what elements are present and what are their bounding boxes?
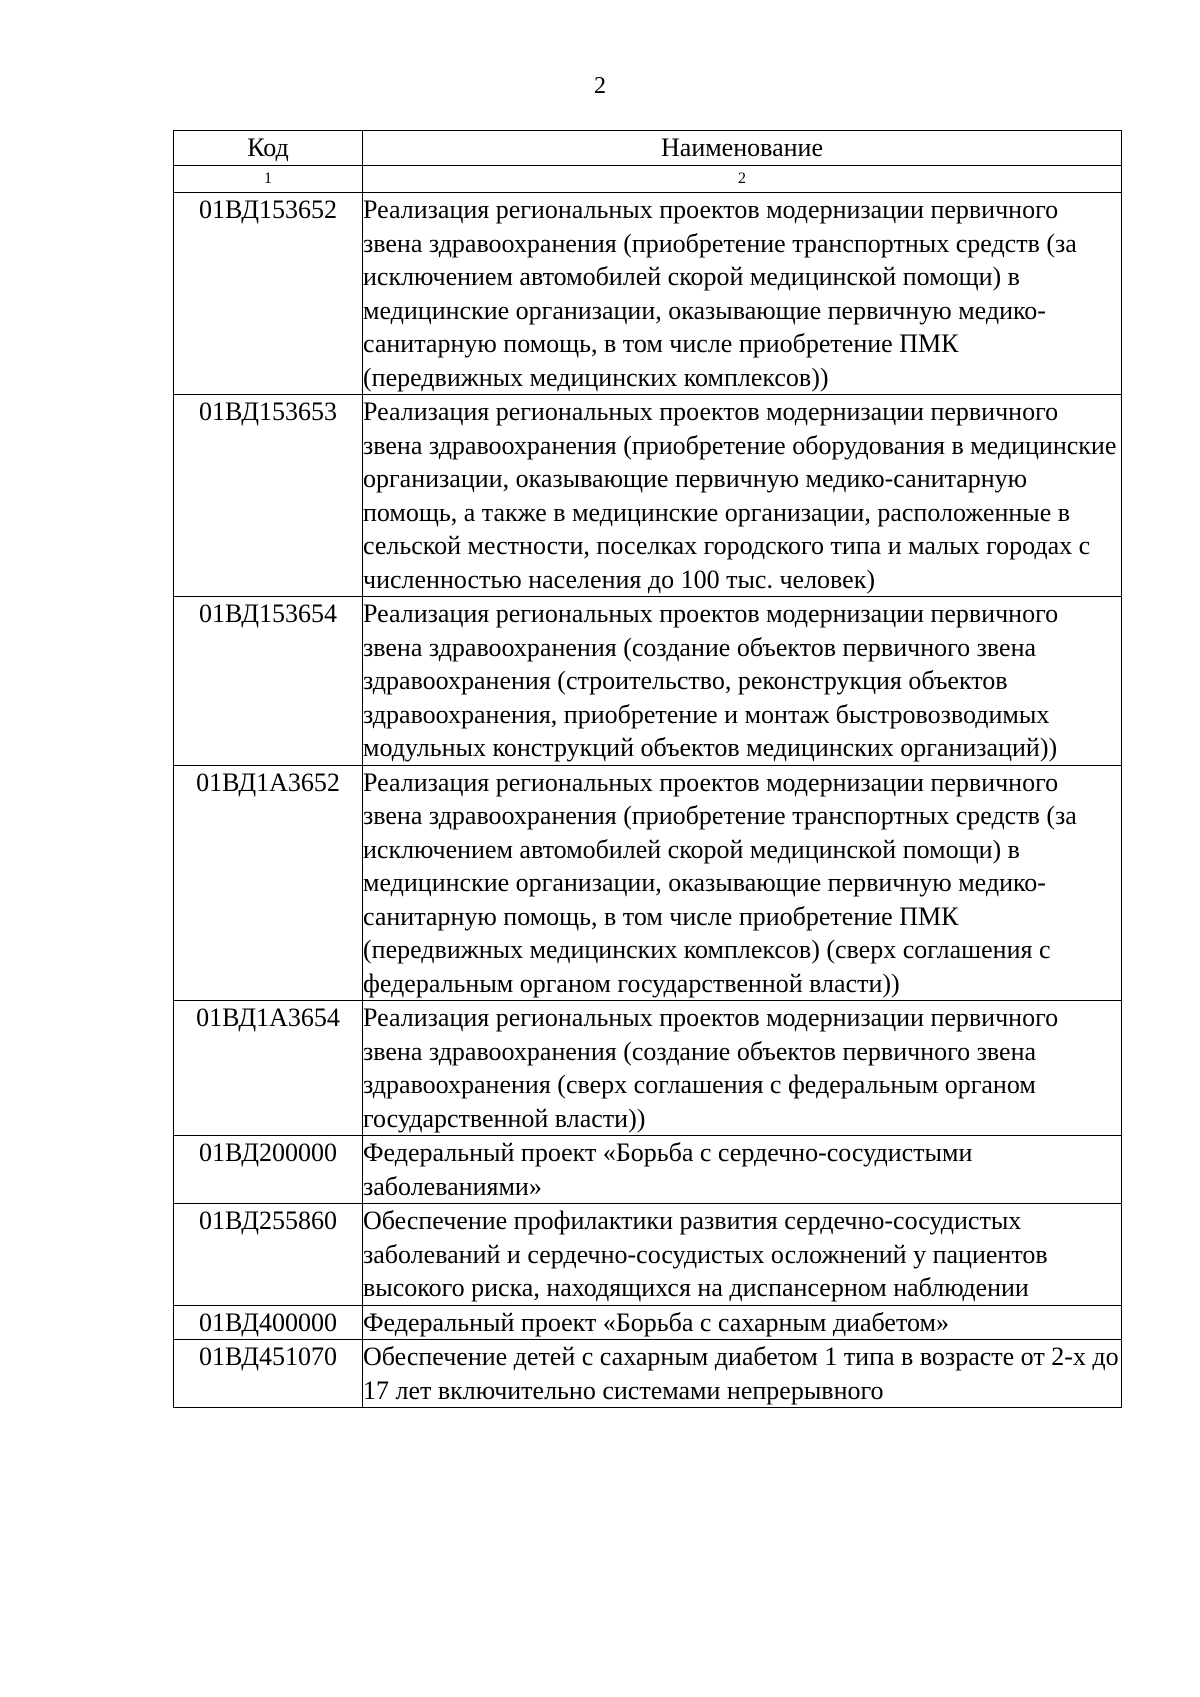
table-row xyxy=(174,193,1122,395)
header-code: Код xyxy=(174,131,363,166)
table-row xyxy=(174,1204,1122,1306)
table-header-row xyxy=(174,131,1122,166)
table-row xyxy=(174,765,1122,1001)
page-number: 2 xyxy=(594,73,606,99)
column-number-name: 2 xyxy=(363,166,1122,193)
row-name: Обеспечение профилактики развития сердечно-сосудистых заболеваний и сердечно-сосудистых осложнений у пациентов высокого риска, находящихся на диспансерном наблюдении xyxy=(363,1204,1122,1306)
column-number-row xyxy=(174,166,1122,193)
row-code: 01ВД153653 xyxy=(174,395,363,597)
column-number-code: 1 xyxy=(174,166,363,193)
row-name: Федеральный проект «Борьба с сердечно-сосудистыми заболеваниями» xyxy=(363,1136,1122,1204)
table-row xyxy=(174,395,1122,597)
header-name: Наименование xyxy=(363,131,1122,166)
row-code: 01ВД400000 xyxy=(174,1305,363,1340)
row-code: 01ВД200000 xyxy=(174,1136,363,1204)
table-row xyxy=(174,1340,1122,1408)
table-row xyxy=(174,597,1122,766)
row-name: Реализация региональных проектов модернизации первичного звена здравоохранения (создание объектов первичного звена здравоохранения (сверх соглашения с федеральным органом государственной власти)) xyxy=(363,1001,1122,1136)
row-name: Реализация региональных проектов модернизации первичного звена здравоохранения (приобретение транспортных средств (за исключением автомобилей скорой медицинской помощи) в медицинские организации, оказывающие первичную медико-санитарную помощь, в том числе приобретение ПМК (передвижных медицинских комплексов)) xyxy=(363,193,1122,395)
row-name: Реализация региональных проектов модернизации первичного звена здравоохранения (приобретение оборудования в медицинские организации, оказывающие первичную медико-санитарную помощь, а также в медицинские организации, расположенные в сельской местности, поселках городского типа и малых городах с численностью населения до 100 тыс. человек) xyxy=(363,395,1122,597)
table-row xyxy=(174,1305,1122,1340)
row-name: Федеральный проект «Борьба с сахарным диабетом» xyxy=(363,1305,1122,1340)
row-code: 01ВД451070 xyxy=(174,1340,363,1408)
row-name: Реализация региональных проектов модернизации первичного звена здравоохранения (приобретение транспортных средств (за исключением автомобилей скорой медицинской помощи) в медицинские организации, оказывающие первичную медико-санитарную помощь, в том числе приобретение ПМК (передвижных медицинских комплексов) (сверх соглашения с федеральным органом государственной власти)) xyxy=(363,765,1122,1001)
row-code: 01ВД255860 xyxy=(174,1204,363,1306)
row-code: 01ВД1А3652 xyxy=(174,765,363,1001)
row-name: Реализация региональных проектов модернизации первичного звена здравоохранения (создание объектов первичного звена здравоохранения (строительство, реконструкция объектов здравоохранения, приобретение и монтаж быстровозводимых модульных конструкций объектов медицинских организаций)) xyxy=(363,597,1122,766)
row-code: 01ВД1А3654 xyxy=(174,1001,363,1136)
row-name: Обеспечение детей с сахарным диабетом 1 типа в возрасте от 2-х до 17 лет включительно системами непрерывного xyxy=(363,1340,1122,1408)
row-code: 01ВД153654 xyxy=(174,597,363,766)
table-row xyxy=(174,1136,1122,1204)
row-code: 01ВД153652 xyxy=(174,193,363,395)
table-row xyxy=(174,1001,1122,1136)
budget-code-table xyxy=(173,130,1122,1408)
